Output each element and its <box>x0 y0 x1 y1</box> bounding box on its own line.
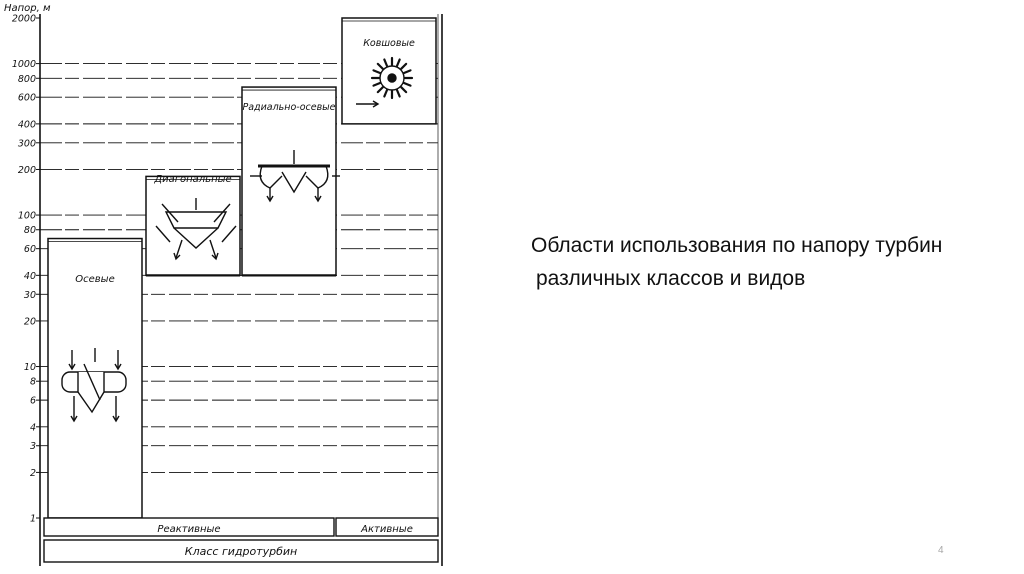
reactive-class-label: Реактивные <box>157 524 221 535</box>
tick-label: 10 <box>23 362 36 374</box>
tick-label: 6 <box>29 395 36 407</box>
tick-label: 600 <box>17 92 36 104</box>
tick-label: 1 <box>29 513 36 525</box>
tick-label: 40 <box>23 270 36 282</box>
tick-label: 60 <box>23 244 36 256</box>
tick-label: 30 <box>23 289 36 301</box>
caption-line-2: различных классов и видов <box>536 267 806 290</box>
tick-label: 2000 <box>11 13 36 25</box>
tick-label: 8 <box>29 376 36 388</box>
turbine-name-label: Радиально-осевые <box>242 102 336 113</box>
tick-label: 200 <box>17 164 36 176</box>
tick-label: 100 <box>17 210 36 222</box>
slide-number: 4 <box>938 545 944 556</box>
tick-label: 80 <box>23 225 36 237</box>
head-tick-labels <box>12 14 36 525</box>
turbine-name-label: Диагональные <box>154 174 232 185</box>
turbine-class-footer-label: Класс гидротурбин <box>184 545 298 558</box>
tick-label: 800 <box>17 73 36 85</box>
y-axis-title: Напор, м <box>4 3 51 14</box>
caption-line-1: Области использования по напору турбин <box>531 234 943 257</box>
tick-label: 400 <box>17 119 36 131</box>
tick-label: 2 <box>29 467 36 479</box>
tick-label: 20 <box>23 316 36 328</box>
turbine-range-box <box>242 87 336 275</box>
tick-label: 1000 <box>11 59 36 71</box>
active-class-label: Активные <box>361 524 413 535</box>
tick-label: 300 <box>17 138 36 150</box>
tick-label: 4 <box>29 422 36 434</box>
turbine-name-label: Ковшовые <box>363 38 415 49</box>
slide-caption <box>531 229 1001 295</box>
tick-label: 3 <box>29 441 36 453</box>
turbine-head-diagram <box>0 0 460 574</box>
turbine-name-label: Осевые <box>75 274 115 285</box>
